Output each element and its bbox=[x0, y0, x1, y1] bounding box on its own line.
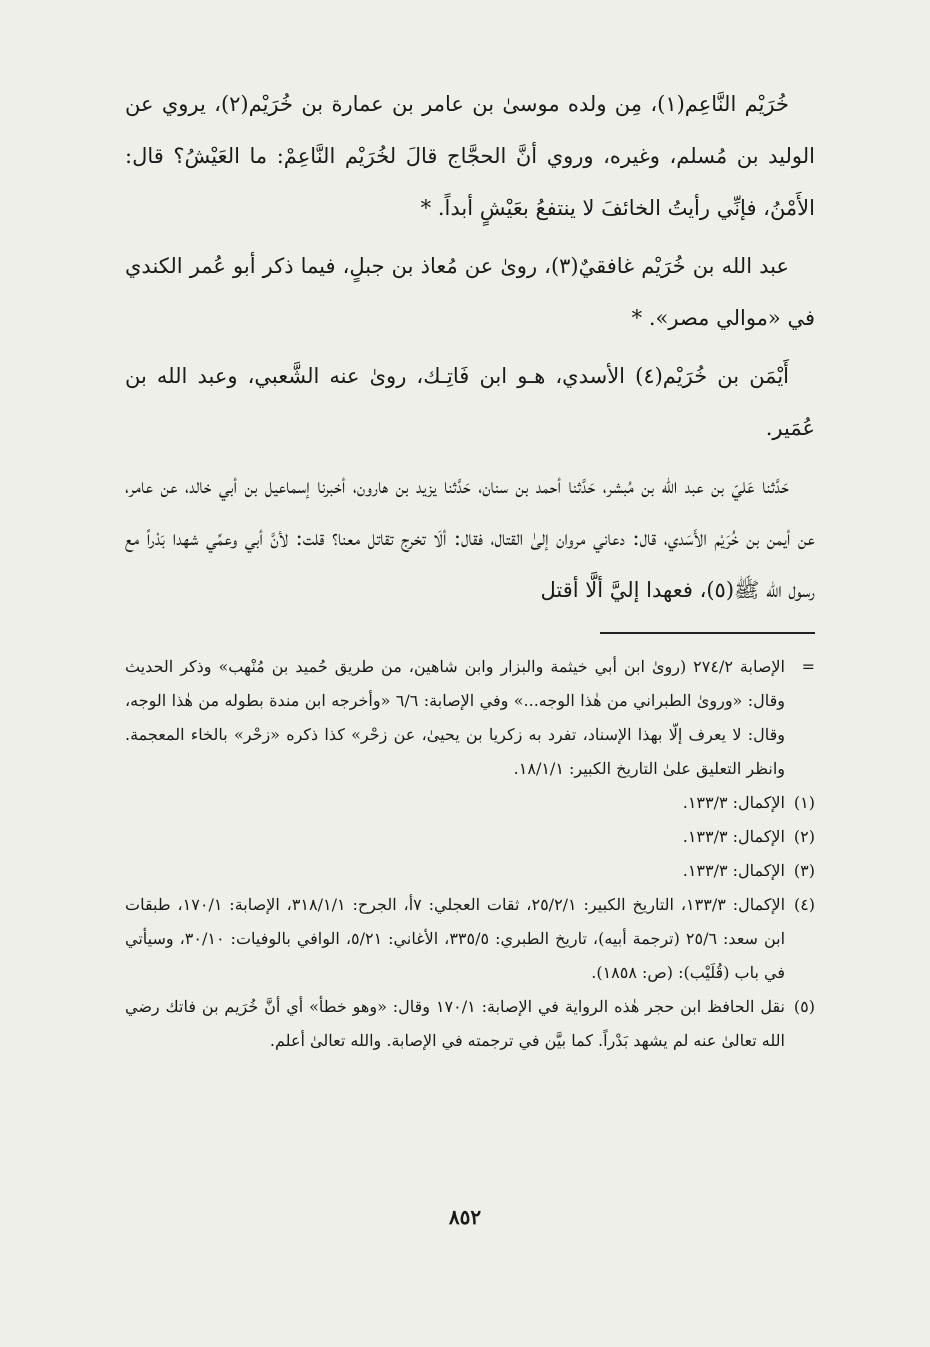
page-number: ٨٥٢ bbox=[448, 1205, 482, 1229]
footnote-5 bbox=[125, 990, 815, 1058]
footnote-number: (٥) bbox=[793, 997, 816, 1016]
footnote-number: (٤) bbox=[793, 895, 816, 914]
footnote-number: (٣) bbox=[793, 861, 815, 880]
footnote-text: الإكمال: ١٣٣/٣، التاريخ الكبير: ٢٥/٢/١، ثقات العجلي: ٧أ، الجرح: ٣١٨/١/١، الإصابة: ١٧٠/١، طبقات ابن سعد: ٢٥/٦ (ترجمة أبيه)، تاريخ الطبري: ٣٣٥/٥، الأغاني: ٥/٢١، الوافي بالوفيات: ٣٠/١٠، وسيأتي في باب (قُلَيْب): (ص: ١٨٥٨). bbox=[125, 895, 786, 982]
footnotes bbox=[125, 650, 815, 1058]
footnote-separator bbox=[600, 632, 815, 634]
footnote-number: (١) bbox=[793, 793, 815, 812]
paragraph-khuraym-naim: خُرَيْم النَّاعِم(١)، مِن ولده موسىٰ بن عامر بن عمارة بن خُرَيْم(٢)، يروي عن الوليد بن مُسلم، وغيره، وروي أنَّ الحجَّاج قالَ لخُرَيْم النَّاعِمْ: ما العَيْشُ؟ قال: الأَمْنُ، فإنِّي رأيتُ الخائفَ لا ينتفعُ بعَيْشٍ أبداً. * bbox=[125, 92, 815, 220]
footnote-text: الإكمال: ١٣٣/٣. bbox=[682, 827, 785, 846]
footnote-3 bbox=[125, 854, 815, 888]
footnote-number: (٢) bbox=[793, 827, 815, 846]
main-text bbox=[125, 78, 815, 622]
footnote-2 bbox=[125, 820, 815, 854]
footnote-number: = bbox=[801, 657, 815, 676]
footnote-text: الإصابة ٢٧٤/٢ (روىٰ ابن أبي خيثمة والبزار وابن شاهين، من طريق حُميد بن مُنْهب» وذكر الحديث وقال: «وروىٰ الطبراني من هٰذا الوجه...» وفي الإصابة: ٦/٦ «وأخرجه ابن مندة بطوله من هٰذا الوجه، وقال: لا يعرف إلّا بهذا الإسناد، تفرد به زكريا بن يحيىٰ، عن زحْر» كذا ذكره «زحْر» بالخاء المعجمة. وانظر التعليق علىٰ التاريخ الكبير: ١٨/١/١. bbox=[125, 657, 786, 778]
footnote-1 bbox=[125, 786, 815, 820]
footnote-continued bbox=[125, 650, 815, 786]
footnote-text: الإكمال: ١٣٣/٣. bbox=[682, 861, 785, 880]
footnote-text: الإكمال: ١٣٣/٣. bbox=[682, 793, 785, 812]
paragraph-abdullah-ghafiqi: عبد الله بن خُرَيْم غافقيٌ(٣)، روىٰ عن مُعاذ بن جبلٍ، فيما ذكر أبو عُمر الكندي في «موالي مصر». * bbox=[125, 254, 815, 330]
footnote-text: نقل الحافظ ابن حجر هٰذه الرواية في الإصابة: ١٧٠/١ وقال: «وهو خطأ» أي أنَّ خُرَيم بن فاتك رضي الله تعالىٰ عنه لم يشهد بَدْراً. كما بيَّن في ترجمته في الإصابة. والله تعالىٰ أعلم. bbox=[125, 997, 786, 1050]
paragraph-hadith: حَدَّثنا عَليّ بن عبد الله بن مُبشر، حَدَّثنا أحمد بن سنان، حَدَّثنا يزيد بن هارون، أخبرنا إسماعيل بن أبي خالد، عن عامر، عن أيمن بن خُرَيْم الأَسَدي، قال: دعاني مروان إلىٰ القتال، فقال: ألَا تخرج تقاتل معنا؟ قلت: لأنَّ أبي وعمِّي شهدا بَدْراً مع رسول الله ﷺ(٥)، فعهدا إليَّ ألَّا أقتل bbox=[125, 474, 815, 602]
paragraph-ayman-asadi: أَيْمَن بن خُرَيْم(٤) الأسدي، هـو ابن فَاتِـك، روىٰ عنه الشَّعبي، وعبد الله بن عُمَير. bbox=[125, 364, 815, 440]
footnote-4 bbox=[125, 888, 815, 990]
